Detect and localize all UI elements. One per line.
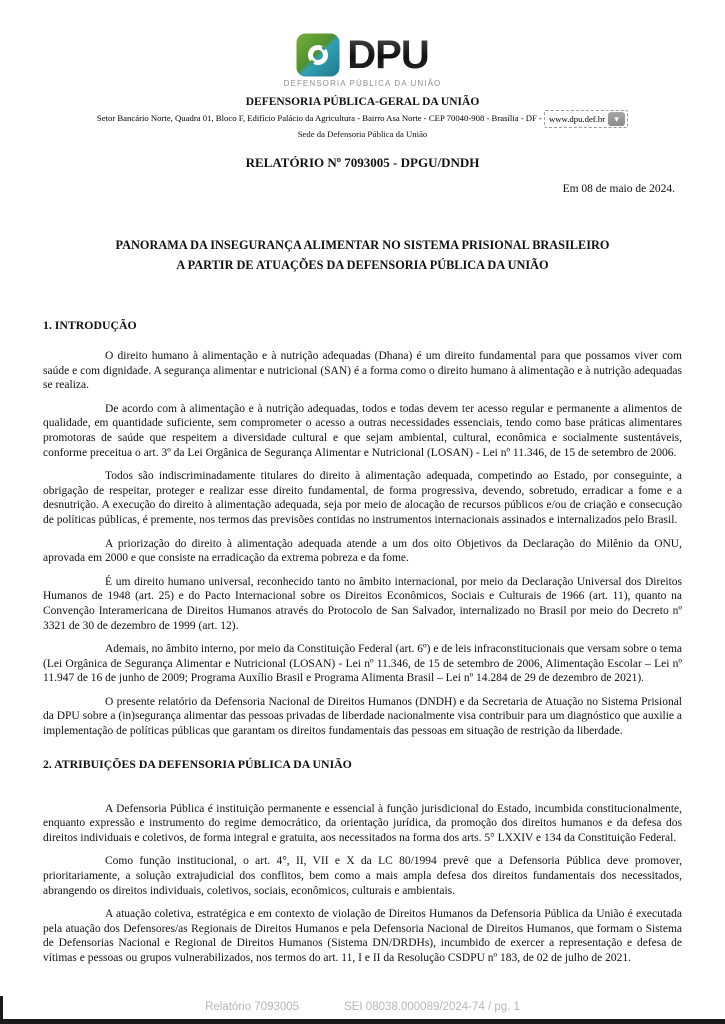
paragraph: O presente relatório da Defensoria Nacional de Direitos Humanos (DNDH) e da Secretaria de Atuação no Sistema Prisional da DPU sobre a (in)segurança alimentar das pessoas privadas de liberdade nacionalmente visa contribuir para um diagnóstico que auxilie a implementação de políticas públicas que garantam os direitos fundamentais das pessoas em situação de restrição da liberdade. bbox=[43, 695, 682, 738]
document-title bbox=[0, 235, 725, 275]
dpu-logo-caption: DEFENSORIA PÚBLICA DA UNIÃO bbox=[283, 79, 442, 88]
document-title-line1: PANORAMA DA INSEGURANÇA ALIMENTAR NO SISTEMA PRISIONAL BRASILEIRO bbox=[115, 238, 610, 252]
document-body bbox=[0, 318, 725, 966]
paragraph: Como função institucional, o art. 4°, II, VII e X da LC 80/1994 prevê que a Defensoria Pública deve promover, prioritariamente, a solução extrajudicial dos conflitos, bem como a mais ampla defesa dos direitos fundamentais dos necessitados, abrangendo os direitos individuais, coletivos, sociais, econômicos, culturais e ambientais. bbox=[43, 855, 682, 897]
website-link-box bbox=[544, 110, 628, 128]
paragraph: A atuação coletiva, estratégica e em contexto de violação de Direitos Humanos da Defensoria Pública da União é executada pela atuação dos Defensores/as Regionais de Direitos Humanos e pela Defensoria Nacional de Direitos Humanos, que formam o Sistema de Defensorias Nacional e Regional de Direitos Humanos (Sistema DN/DRDHs), incumbido de exercer a representação e defesa de vítimas e pessoas ou grupos vulnerabilizados, nos termos do art. 11, I e II da Resolução CSDPU nº 183, de 02 de julho de 2021. bbox=[43, 908, 682, 964]
paragraph: De acordo com à alimentação e à nutrição adequadas, todos e todas devem ter acesso regular e permanente a alimentos de qualidade, em quantidade suficiente, sem comprometer o acesso a outras necessidades essenciais, tendo como base práticas alimentares promotoras de saúde que respeitem a diversidade cultural e que sejam ambiental, cultural, econômica e socialmente sustentáveis, conforme preceitua o art. 3º da Lei Orgânica de Segurança Alimentar e Nutricional (LOSAN) - Lei nº 11.346, de 15 de setembro de 2006. bbox=[43, 402, 682, 459]
address-text: Setor Bancário Norte, Quadra 01, Bloco F, Edifício Palácio da Agricultura - Bairro Asa Norte - CEP 70040-908 - Brasília - DF - bbox=[96, 113, 542, 123]
paragraph: Ademais, no âmbito interno, por meio da Constituição Federal (art. 6º) e de leis infraconstitucionais que versam sobre o tema (Lei Orgânica de Segurança Alimentar e Nutricional (LOSAN) - Lei nº 11.346, de 15 de setembro de 2006, Alimentação Escolar – Lei nº 11.947 de 16 de junho de 2009; Programa Auxílio Brasil e Programa Alimenta Brasil – Lei nº 14.284 de 29 de dezembro de 2021). bbox=[43, 643, 682, 685]
paragraph: É um direito humano universal, reconhecido tanto no âmbito internacional, por meio da Declaração Universal dos Direitos Humanos de 1948 (art. 25) e do Pacto Internacional sobre os Direitos Econômicos, Sociais e Culturais de 1966 (art. 11), quanto na Convenção Interamericana de Direitos Humanos através do Protocolo de San Salvador, internalizado no Brasil por meio do Decreto nº 3321 de 30 de dezembro de 1999 (art. 12). bbox=[43, 575, 682, 632]
page-footer bbox=[0, 995, 725, 1019]
footer-doc-ref: Relatório 7093005 bbox=[205, 1001, 300, 1013]
header-logo-block bbox=[0, 0, 725, 88]
report-number: RELATÓRIO Nº 7093005 - DPGU/DNDH bbox=[245, 155, 480, 170]
paragraph: O direito humano à alimentação e à nutrição adequadas (Dhana) é um direito fundamental para que possamos viver com saúde e com dignidade. A segurança alimentar e nutricional (SAN) é a forma como o direito humano à alimentação e à nutrição adequadas se realiza. bbox=[43, 350, 682, 392]
section-2-heading: 2. ATRIBUIÇÕES DA DEFENSORIA PÚBLICA DA UNIÃO bbox=[43, 756, 352, 771]
sede-line: Sede da Defensoria Pública da União bbox=[297, 129, 428, 139]
org-name: DEFENSORIA PÚBLICA-GERAL DA UNIÃO bbox=[245, 96, 480, 108]
spacer bbox=[43, 772, 682, 802]
spacer bbox=[43, 333, 682, 349]
dpu-logo bbox=[296, 33, 428, 77]
viewer-frame-bottom bbox=[0, 1019, 725, 1024]
footer-sei-ref: SEI 08038.000089/2024-74 / pg. 1 bbox=[344, 1001, 520, 1013]
website-dropdown-button[interactable] bbox=[608, 112, 625, 126]
paragraph: Todos são indiscriminadamente titulares do direito à alimentação adequada, competindo ao Estado, por conseguinte, a obrigação de respeitar, proteger e realizar esse direito fundamental, de forma progressiva, devendo, sobretudo, erradicar a fome e a desnutrição. A execução do direito à alimentação adequada, seja por meio de alocação de recursos públicos e/ou de criação e consecução de políticas públicas, é premente, nos termos das previsões contidas no instrumentos internacionais assinados e internalizados pelo Brasil. bbox=[43, 470, 682, 526]
dpu-logo-icon bbox=[296, 33, 340, 77]
paragraph: A Defensoria Pública é instituição permanente e essencial à função jurisdicional do Estado, incumbida constitucionalmente, enquanto expressão e instrumento do regime democrático, da orientação jurídica, da promoção dos direitos humanos e da defesa dos direitos individuais e coletivos, de forma integral e gratuita, aos necessitados na forma dos arts. 5° LXXIV e 134 da Constituição Federal. bbox=[43, 802, 682, 844]
dpu-logo-acronym: DPU bbox=[347, 33, 429, 77]
website-link[interactable]: www.dpu.def.br bbox=[548, 114, 606, 124]
chevron-down-icon: ▾ bbox=[614, 113, 619, 124]
section-1-heading: 1. INTRODUÇÃO bbox=[43, 318, 137, 332]
paragraph: A priorização do direito à alimentação adequada atende a um dos oito Objetivos da Declaração do Milênio da ONU, aprovada em 2000 e que consiste na erradicação da extrema pobreza e da fome. bbox=[43, 537, 682, 565]
address-line bbox=[0, 110, 725, 128]
document-title-line2: A PARTIR DE ATUAÇÕES DA DEFENSORIA PÚBLICA DA UNIÃO bbox=[176, 258, 549, 272]
date-line: Em 08 de maio de 2024. bbox=[562, 183, 675, 195]
